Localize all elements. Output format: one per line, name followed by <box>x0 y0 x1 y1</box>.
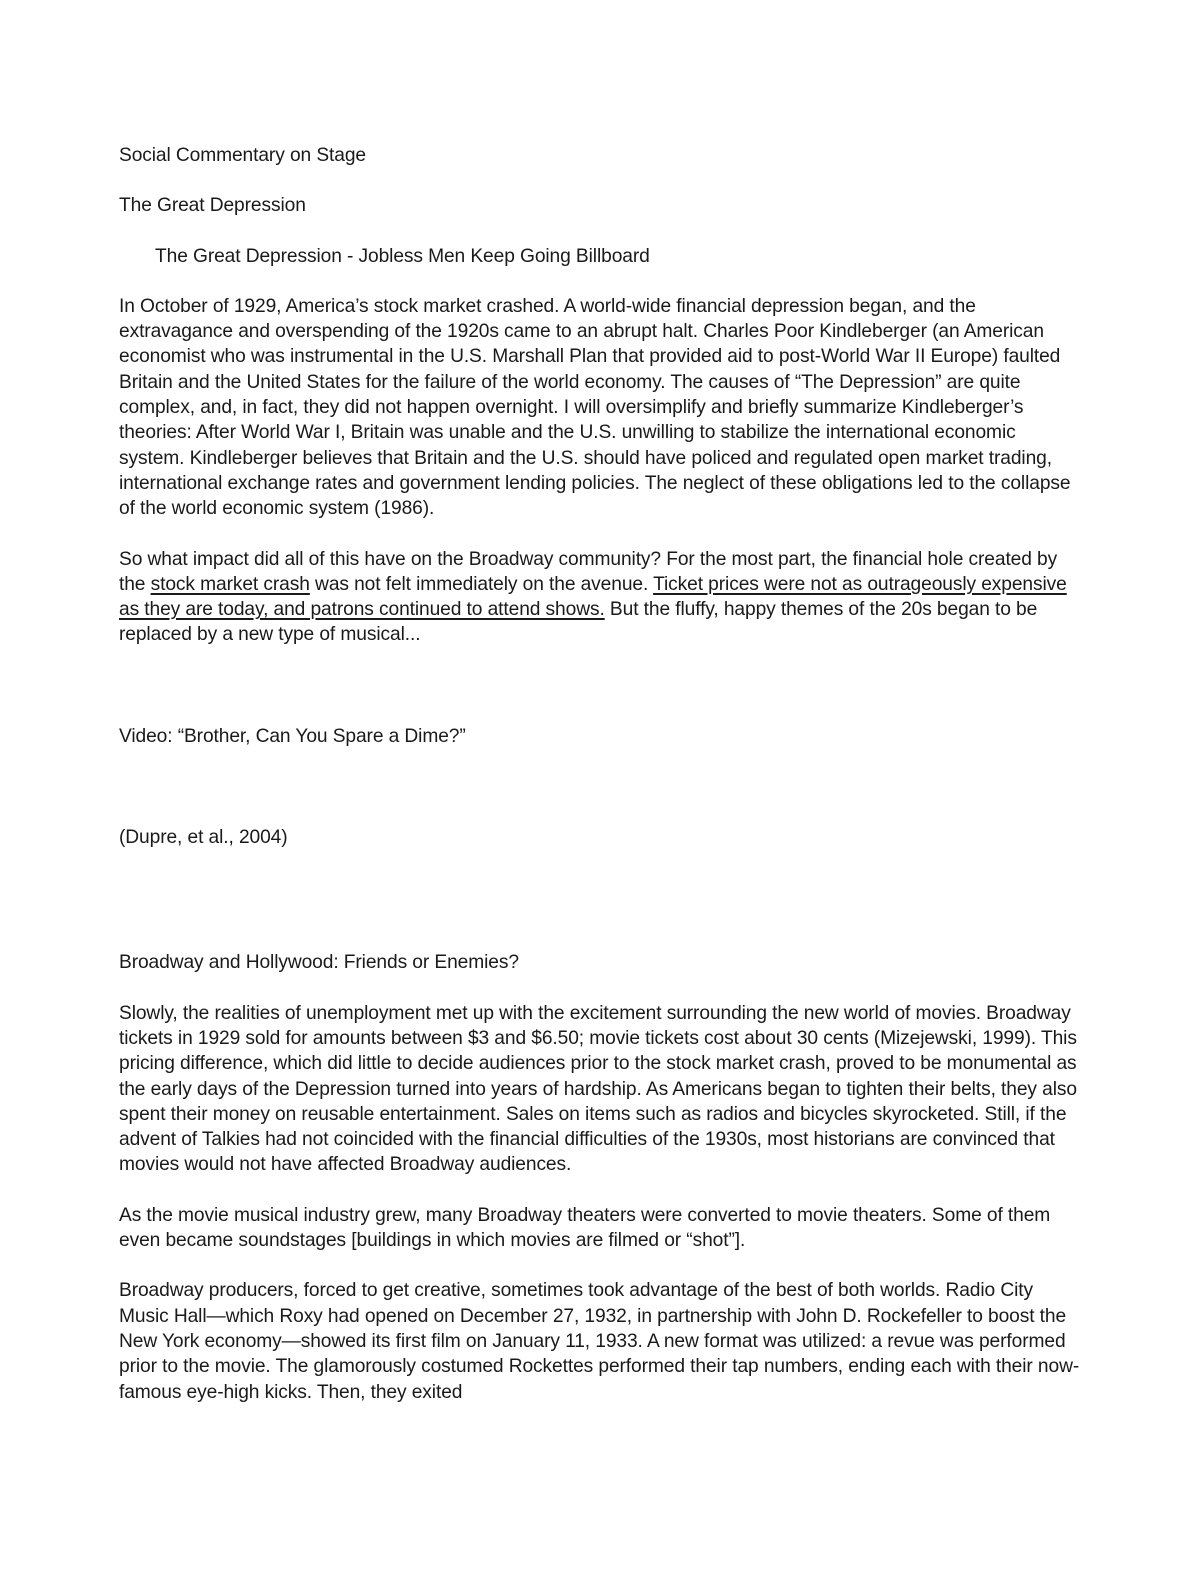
paragraph-text: was not felt immediately on the avenue. <box>309 573 654 595</box>
document-title: Social Commentary on Stage <box>119 145 366 166</box>
paragraph-stock-market-crash: In October of 1929, America’s stock market crashed. A world-wide financial depression began, and the extravagance and overspending of the 1920s came to an abrupt halt. Charles Poor Kindleberger (an American economist who was instrumental in the U.S. Marshall Plan that provided aid to post-World War II Europe) faulted Britain and the United States for the failure of the world economy. The causes of “The Depression” are quite complex, and, in fact, they did not happen overnight. I will oversimplify and briefly summarize Kindleberger’s theories: After World War I, Britain was unable and the U.S. unwilling to stabilize the international economic system. Kindleberger believes that Britain and the U.S. should have policed and regulated open market trading, international exchange rates and government lending policies. The neglect of these obligations led to the collapse of the world economic system (1986). <box>119 295 1071 520</box>
citation: (Dupre, et al., 2004) <box>119 827 288 849</box>
document-page <box>119 143 1081 1405</box>
paragraph-unemployment: Slowly, the realities of unemployment met up with the excitement surrounding the new world of movies. Broadway tickets in 1929 sold for amounts between $3 and $6.50; movie tickets cost about 30 cents (Mizejewski, 1999). This pricing difference, which did little to decide audiences prior to the stock market crash, proved to be monumental as the early days of the Depression turned into years of hardship. As Americans began to tighten their belts, they also spent their money on reusable entertainment. Sales on items such as radios and bicycles skyrocketed. Still, if the advent of Talkies had not coincided with the financial difficulties of the 1930s, most historians are convinced that movies would not have affected Broadway audiences. <box>119 1002 1077 1176</box>
paragraph-radio-city: Broadway producers, forced to get creative, sometimes took advantage of the best of both worlds. Radio City Music Hall—which Roxy had opened on December 27, 1932, in partnership with John D. Rockefeller to boost the New York economy—showed its first film on January 11, 1933. A new format was utilized: a revue was performed prior to the movie. The glamorously costumed Rockettes performed their tap numbers, ending each with their now-famous eye-high kicks. Then, they exited <box>119 1280 1080 1403</box>
stock-market-crash-link[interactable]: stock market crash <box>150 573 310 595</box>
ticket-prices-link[interactable]: Ticket prices were not as outrageously expensive as they are today, and patrons continued to attend shows. <box>119 573 1067 621</box>
paragraph-text: So what impact did all of this have on the Broadway community? For the most part, the financial hole created by the <box>119 548 1058 595</box>
paragraph-movie-theaters: As the movie musical industry grew, many Broadway theaters were converted to movie theaters. Some of them even became soundstages [buildings in which movies are filmed or “shot”]. <box>119 1204 1051 1252</box>
video-label: Video: “Brother, Can You Spare a Dime?” <box>119 725 466 747</box>
paragraph-broadway-impact <box>119 547 1081 648</box>
paragraph-text: But the fluffy, happy themes of the 20s began to be replaced by a new type of musical... <box>119 599 1038 646</box>
section-heading: Broadway and Hollywood: Friends or Enemies? <box>119 952 519 974</box>
section-subtitle: The Great Depression <box>119 195 306 217</box>
image-caption: The Great Depression - Jobless Men Keep Going Billboard <box>155 245 650 267</box>
